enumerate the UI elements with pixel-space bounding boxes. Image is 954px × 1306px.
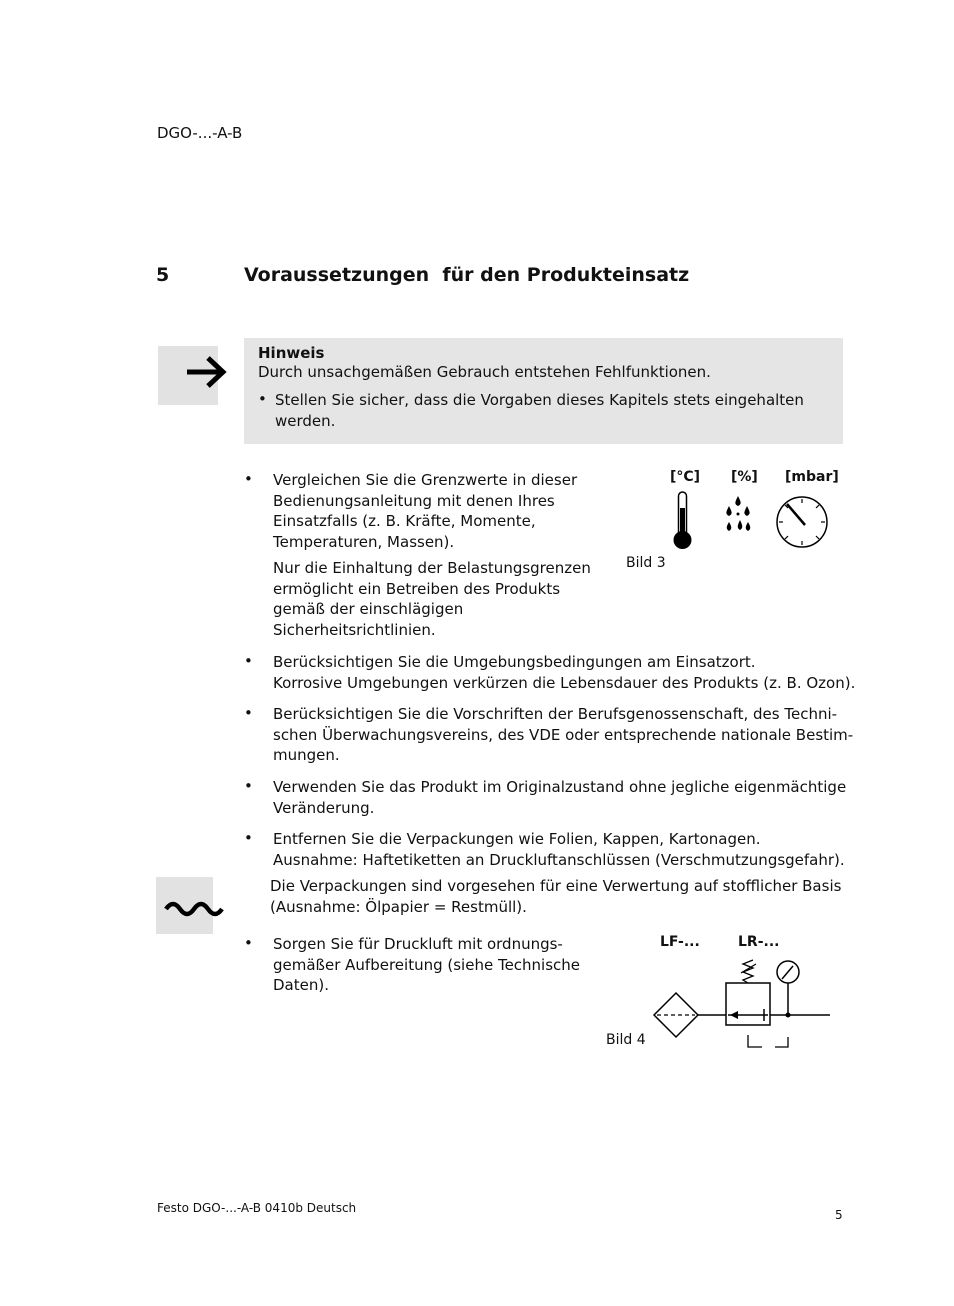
list-item-line: Verwenden Sie das Produkt im Originalzustand ohne jegliche eigenmächtige	[273, 778, 847, 796]
fig4-label-lf: LF-...	[660, 934, 700, 950]
figure4-caption: Bild 4	[606, 1032, 646, 1048]
list-item-line: Berücksichtigen Sie die Vorschriften der Berufsgenossenschaft, des Techni-	[273, 705, 838, 723]
environment-note-line: Die Verpackungen sind vorgesehen für eine Verwertung auf stofflicher Basis	[270, 877, 842, 895]
list-item-line: gemäßer Aufbereitung (siehe Technische	[273, 955, 581, 974]
list-item-line: Temperaturen, Massen).	[273, 532, 455, 551]
list-item-line: Entfernen Sie die Verpackungen wie Folien, Kappen, Kartonagen.	[273, 830, 761, 848]
environment-note-box	[156, 877, 213, 934]
list-item-line: Sicherheitsrichtlinien.	[273, 620, 436, 639]
pneumatic-schematic	[650, 955, 832, 1051]
bullet-mark: •	[244, 652, 253, 670]
list-item-line: Daten).	[273, 976, 329, 994]
fig3-label-temp: [°C]	[670, 469, 701, 485]
bullet-mark: •	[244, 704, 253, 722]
bullet-mark: •	[244, 934, 253, 952]
list-item-line: Vergleichen Sie die Grenzwerte in dieser	[273, 471, 578, 489]
header-doc-id: DGO-...-A-B	[157, 124, 243, 142]
pressure-gauge-icon	[776, 496, 830, 550]
list-item-line: Nur die Einhaltung der Belastungsgrenzen	[273, 559, 591, 577]
list-item	[273, 777, 846, 818]
section-number: 5	[156, 264, 170, 286]
thermometer-icon	[670, 490, 696, 552]
bullet-mark: •	[244, 829, 253, 847]
environment-wave-icon	[156, 877, 213, 934]
note-text: Durch unsachgemäßen Gebrauch entstehen Fehlfunktionen.	[258, 363, 711, 381]
list-item	[273, 652, 855, 693]
page-number: 5	[835, 1208, 843, 1222]
list-item-line: Bedienungsanleitung mit denen Ihres	[273, 491, 555, 510]
list-item-line: Veränderung.	[273, 798, 375, 817]
list-item-subparagraph	[273, 558, 591, 640]
list-item-line: Einsatzfalls (z. B. Kräfte, Momente,	[273, 512, 536, 530]
arrow-right-icon	[158, 346, 218, 405]
list-item-line: ermöglicht ein Betreiben des Produkts	[273, 579, 561, 598]
figure3-caption: Bild 3	[626, 555, 666, 571]
list-item-line: Sorgen Sie für Druckluft mit ordnungs-	[273, 935, 563, 953]
bullet-mark: •	[244, 777, 253, 795]
fig3-label-humidity: [%]	[731, 469, 758, 485]
bullet-mark: •	[244, 470, 253, 488]
list-item-line: Korrosive Umgebungen verkürzen die Lebensdauer des Produkts (z. B. Ozon).	[273, 673, 856, 692]
list-item-line: gemäß der einschlägigen	[273, 600, 464, 618]
list-item	[273, 934, 580, 996]
note-bullet-text: Stellen Sie sicher, dass die Vorgaben dieses Kapitels stets eingehalten werden.	[275, 391, 804, 430]
note-title: Hinweis	[258, 344, 325, 362]
humidity-drops-icon	[722, 494, 754, 534]
environment-note-line: (Ausnahme: Ölpapier = Restmüll).	[270, 897, 527, 916]
list-item	[273, 704, 853, 766]
list-item-line: Berücksichtigen Sie die Umgebungsbedingungen am Einsatzort.	[273, 653, 756, 671]
list-item-line: schen Überwachungsvereins, des VDE oder entsprechende nationale Bestim-	[273, 725, 854, 744]
note-arrow-box	[158, 346, 218, 405]
list-item-line: Ausnahme: Haftetiketten an Druckluftanschlüssen (Verschmutzungsgefahr).	[273, 850, 845, 869]
environment-note	[270, 876, 841, 917]
fig3-label-pressure: [mbar]	[785, 469, 839, 485]
list-item	[273, 829, 845, 870]
footer-text: Festo DGO-...-A-B 0410b Deutsch	[157, 1201, 357, 1215]
section-title: Voraussetzungen für den Produkteinsatz	[244, 264, 690, 286]
fig4-label-lr: LR-...	[738, 934, 780, 950]
list-item	[273, 470, 577, 552]
list-item-line: mungen.	[273, 746, 340, 764]
note-bullet-mark: •	[258, 390, 267, 408]
